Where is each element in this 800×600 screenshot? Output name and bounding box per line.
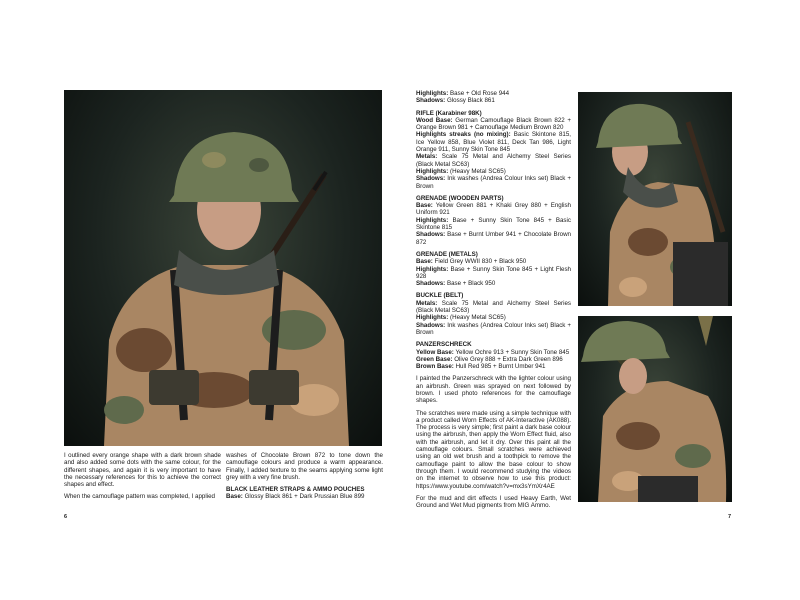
line-rifle-wood-base	[416, 117, 571, 132]
line-grenade-metal-shadows	[416, 280, 571, 287]
line-grenade-metal-highlights	[416, 266, 571, 281]
line-value: Yellow Ochre 913 + Sunny Skin Tone 845	[455, 348, 570, 356]
line-label: Highlights:	[416, 90, 449, 97]
line-rifle-highlights	[416, 168, 571, 175]
line-grenade-wood-shadows	[416, 231, 571, 246]
section-grenade-wooden	[416, 195, 571, 246]
line-value: Glossy Black 861 + Dark Prussian Blue 899	[244, 493, 365, 501]
line-label: Brown Base:	[416, 363, 454, 371]
line-value: Ink washes (Andrea Colour Inks set) Black + Brown	[416, 321, 571, 336]
section-buckle	[416, 292, 571, 336]
right-column	[416, 90, 571, 514]
line-buckle-shadows	[416, 322, 571, 337]
section-title-leather-straps: BLACK LEATHER STRAPS & AMMO POUCHES	[226, 486, 365, 494]
line-value: Base + Sunny Skin Tone 845 + Basic Skintone 815	[416, 216, 571, 232]
line-label: Base:	[416, 202, 433, 210]
paragraph-mud-dirt: For the mud and dirt effects I used Heavy Earth, Wet Ground and Wet Mud pigments from MIG Ammo.	[416, 494, 571, 510]
line-buckle-metals	[416, 300, 571, 315]
line-label: Shadows:	[416, 321, 446, 329]
line-label: Highlights:	[416, 167, 449, 175]
section-title-grenade-wooden: GRENADE (WOODEN PARTS)	[416, 194, 504, 202]
line-panzer-green-base	[416, 356, 571, 363]
line-label: Metals:	[416, 299, 438, 307]
paragraph-scratches: The scratches were made using a simple technique with a product called Worn Effects of AK-Interactive (AK088). The process is very simple; first paint a dark base colour using the airbrush, then apply the Worn Effect fluid, also with the airbrush, and let it dry. Over this paint all the camouflage colours. Small scratches were achieved using an old wet brush and a toothpick to remove the camouflage paint to allow the base colour to show through them. I would recommend studying the videos on the internet to observe how to use this product: https://www.youtube.com/watch?v=mx3sYmXr4AE	[416, 409, 571, 490]
top-line-highlights	[416, 90, 571, 97]
line-value: Hull Red 985 + Burnt Umber 941	[455, 363, 546, 371]
line-value: Basic Skintone 815, Ice Yellow 858, Blue Violet 811, Deck Tan 986, Light Orange 911, Sunny Skin Tone 845	[416, 131, 571, 154]
line-rifle-metals	[416, 153, 571, 168]
line-label: Shadows:	[416, 231, 446, 239]
right-page	[400, 0, 800, 600]
section-title-buckle: BUCKLE (BELT)	[416, 292, 464, 300]
line-grenade-metal-base	[416, 258, 571, 265]
line-rifle-highlight-streaks	[416, 131, 571, 153]
line-label: Metals:	[416, 153, 438, 161]
page-number-left: 6	[64, 514, 68, 520]
line-label: Shadows:	[416, 175, 446, 183]
line-value: Base + Old Rose 944	[450, 90, 510, 97]
left-column-2	[226, 452, 383, 501]
paragraph-panzerschreck-airbrush: I painted the Panzerschreck with the lighter colour using an airbrush. Green was sprayed on next followed by brown. I used photo references for the camouflage shapes.	[416, 375, 571, 405]
soldier-bust-side-illustration	[578, 92, 732, 306]
line-value: Base + Burnt Umber 941 + Chocolate Brown 872	[416, 231, 571, 246]
line-grenade-wood-highlights	[416, 217, 571, 232]
leather-base-line	[226, 493, 383, 500]
line-value: Olive Grey 888 + Extra Dark Green 896	[454, 355, 563, 363]
line-buckle-highlights	[416, 314, 571, 321]
left-column-1	[64, 452, 221, 506]
line-rifle-shadows	[416, 175, 571, 190]
line-value: Glossy Black 861	[446, 97, 495, 105]
section-grenade-metals	[416, 251, 571, 287]
paragraph-washes: washes of Chocolate Brown 872 to tone down the camouflage colours and produce a warm appearance. Finally, I added texture to the seams applying some light grey with a very fine brush.	[226, 452, 383, 481]
page-number-right: 7	[728, 514, 732, 520]
line-value: (Heavy Metal SC65)	[450, 314, 506, 322]
section-rifle	[416, 110, 571, 190]
line-value: German Camouflage Black Brown 822 + Orange Brown 981 + Camouflage Medium Brown 820	[416, 116, 572, 132]
line-label: Shadows:	[416, 97, 446, 105]
line-value: Field Grey WWII 830 + Black 950	[434, 258, 527, 266]
line-value: Scale 75 Metal and Alchemy Steel Series (Black Metal SC63)	[416, 299, 571, 315]
section-panzerschreck	[416, 341, 571, 370]
line-label: Wood Base:	[416, 116, 453, 124]
line-label: Highlights:	[416, 314, 449, 322]
section-title-panzerschreck: PANZERSCHRECK	[416, 341, 472, 349]
line-value: Ink washes (Andrea Colour Inks set) Black + Brown	[416, 175, 571, 190]
line-label: Base:	[416, 258, 433, 266]
top-line-shadows	[416, 97, 571, 104]
section-top-lines	[416, 90, 571, 105]
line-value: Base + Black 950	[446, 280, 496, 288]
line-label: Base:	[226, 493, 243, 501]
soldier-bust-front-illustration	[64, 90, 382, 446]
line-grenade-wood-base	[416, 202, 571, 217]
paragraph-outline: I outlined every orange shape with a dark brown shade and also added some dots with the same colour, for the different shapes, and again it is very important to have the necessary references for this to achieve the correct shapes and effect.	[64, 452, 221, 489]
soldier-bust-side-photo	[578, 92, 732, 306]
line-label: Green Base:	[416, 355, 453, 363]
section-title-grenade-metals: GRENADE (METALS)	[416, 250, 478, 258]
line-label: Highlights streaks (no mixing):	[416, 131, 511, 139]
line-label: Shadows:	[416, 280, 446, 288]
line-value: (Heavy Metal SC65)	[450, 167, 506, 175]
section-title-rifle: RIFLE (Karabiner 98K)	[416, 109, 482, 117]
line-label: Highlights:	[416, 265, 449, 273]
line-value: Yellow Green 881 + Khaki Grey 880 + English Uniform 921	[416, 202, 572, 217]
paragraph-camouflage-completed: When the camouflage pattern was completed, I applied	[64, 493, 215, 501]
line-value: Base + Sunny Skin Tone 845 + Light Flesh 928	[416, 265, 571, 280]
line-label: Yellow Base:	[416, 348, 454, 356]
line-label: Highlights:	[416, 216, 449, 224]
soldier-bust-back-photo	[578, 316, 732, 502]
soldier-bust-back-illustration	[578, 316, 732, 502]
line-value: Scale 75 Metal and Alchemy Steel Series (Black Metal SC63)	[416, 153, 571, 168]
soldier-bust-front-photo	[64, 90, 382, 446]
line-panzer-yellow-base	[416, 349, 571, 356]
line-panzer-brown-base	[416, 363, 571, 370]
